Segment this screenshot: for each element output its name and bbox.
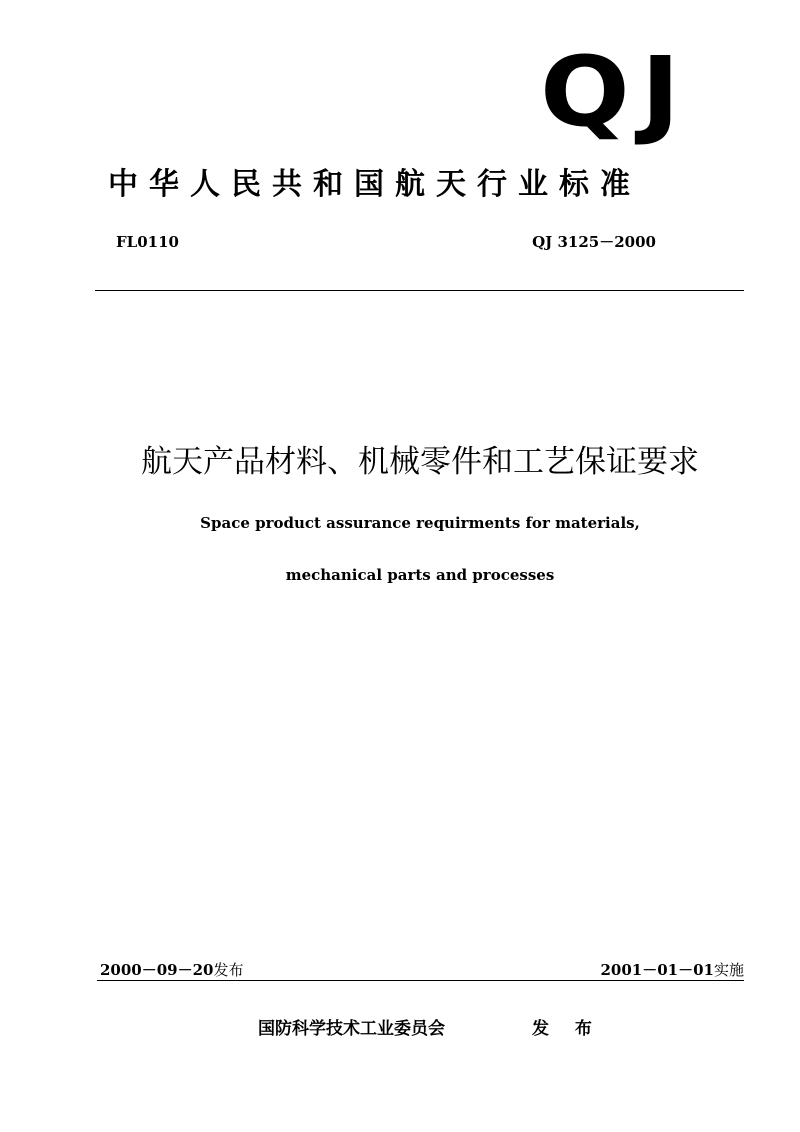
issue-date-block: [100, 959, 244, 981]
publish-label: 发 布: [532, 1019, 602, 1039]
document-title-cn: 航天产品材料、机械零件和工艺保证要求: [141, 444, 699, 480]
qj-logo: QJ: [540, 36, 692, 148]
publisher-name: 国防科学技术工业委员会: [258, 1019, 445, 1039]
standard-title: 中华人民共和国航天行业标准: [108, 167, 641, 202]
document-title-en-line1: Space product assurance requirments for materials,: [200, 514, 640, 532]
standard-number: QJ 3125－2000: [532, 233, 656, 251]
issue-label: 发布: [213, 961, 244, 979]
implementation-date-block: [480, 959, 744, 981]
footer-divider: [97, 980, 744, 981]
issue-date: 2000－09－20: [100, 961, 214, 979]
classification-code: FL0110: [116, 233, 179, 251]
document-title-en-line2: mechanical parts and processes: [285, 566, 555, 584]
implementation-label: 实施: [713, 961, 744, 979]
implementation-date: 2001－01－01: [600, 961, 714, 979]
header-divider: [95, 290, 744, 291]
